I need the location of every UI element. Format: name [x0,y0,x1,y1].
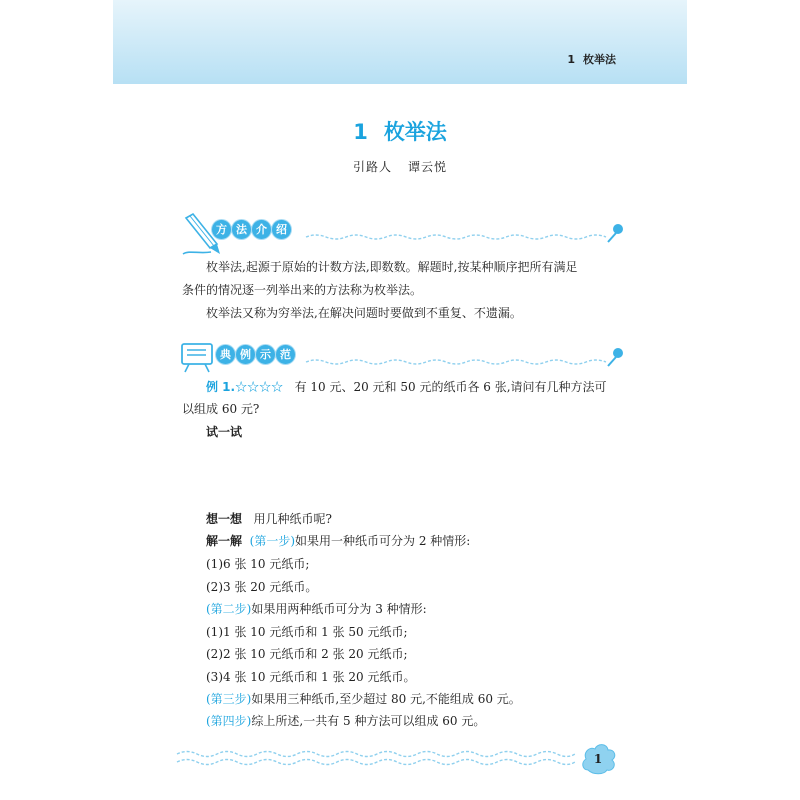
example-label: 例 1. [206,380,236,394]
think-text: 用几种纸币呢? [253,512,332,526]
step-label: (第四步) [206,714,252,728]
example-line-1 [206,378,607,395]
method-paragraph-line: 枚举法又称为穷举法,在解决问题时要做到不重复、不遗漏。 [206,306,522,320]
author-line [0,158,800,175]
pushpin-icon [606,346,626,368]
section-badges-method [212,220,291,239]
step-line [206,712,485,729]
solve-label: 解一解 [206,534,243,548]
step-label: (第三步) [206,692,252,706]
header-band [113,0,687,84]
example-text: 有 10 元、20 元和 50 元的纸币各 6 张,请问有几种方法可 [294,380,607,394]
author-name: 谭云悦 [408,160,448,174]
footer-wave [175,740,585,780]
list-item: (1)6 张 10 元纸币; [206,557,310,571]
method-paragraph-line: 枚举法,起源于原始的计数方法,即数数。解题时,按某种顺序把所有满足 [206,260,578,274]
title-text: 枚举法 [383,120,447,144]
badge-char: 法 [232,220,251,239]
try-label: 试一试 [206,425,243,439]
running-head-title: 枚举法 [583,53,616,66]
think-label: 想一想 [206,512,243,526]
step-text: 如果用三种纸币,至少超过 80 元,不能组成 60 元。 [251,692,521,706]
step-text: 如果用一种纸币可分为 2 种情形: [295,534,471,548]
badge-char: 例 [236,345,255,364]
solve-line [206,532,470,549]
step-text: 如果用两种纸币可分为 3 种情形: [251,602,427,616]
list-item: (3)4 张 10 元纸币和 1 张 20 元纸币。 [206,670,416,684]
list-item: (2)2 张 10 元纸币和 2 张 20 元纸币; [206,647,408,661]
badge-char: 范 [276,345,295,364]
badge-char: 方 [212,220,231,239]
running-head-number: 1 [567,53,575,66]
section-banner-method [178,212,628,262]
section-badges-example [216,345,295,364]
author-role: 引路人 [352,160,392,174]
page-title [0,116,800,146]
pushpin-icon [606,222,626,244]
badge-char: 示 [256,345,275,364]
badge-char: 典 [216,345,235,364]
think-line [206,510,332,527]
running-head [567,51,616,67]
step-label: (第二步) [206,602,252,616]
list-item: (2)3 张 20 元纸币。 [206,580,318,594]
page-number: 1 [593,752,603,766]
badge-char: 介 [252,220,271,239]
step-line [206,690,521,707]
step-label: (第一步) [249,534,296,548]
title-number: 1 [353,120,368,144]
step-text: 综上所述,一共有 5 种方法可以组成 60 元。 [251,714,486,728]
badge-char: 绍 [272,220,291,239]
step-line [206,600,427,617]
example-line-2: 以组成 60 元? [182,402,260,416]
list-item: (1)1 张 10 元纸币和 1 张 50 元纸币; [206,625,408,639]
method-paragraph-line: 条件的情况逐一列举出来的方法称为枚举法。 [182,283,423,297]
difficulty-stars: ☆☆☆☆ [235,380,284,394]
